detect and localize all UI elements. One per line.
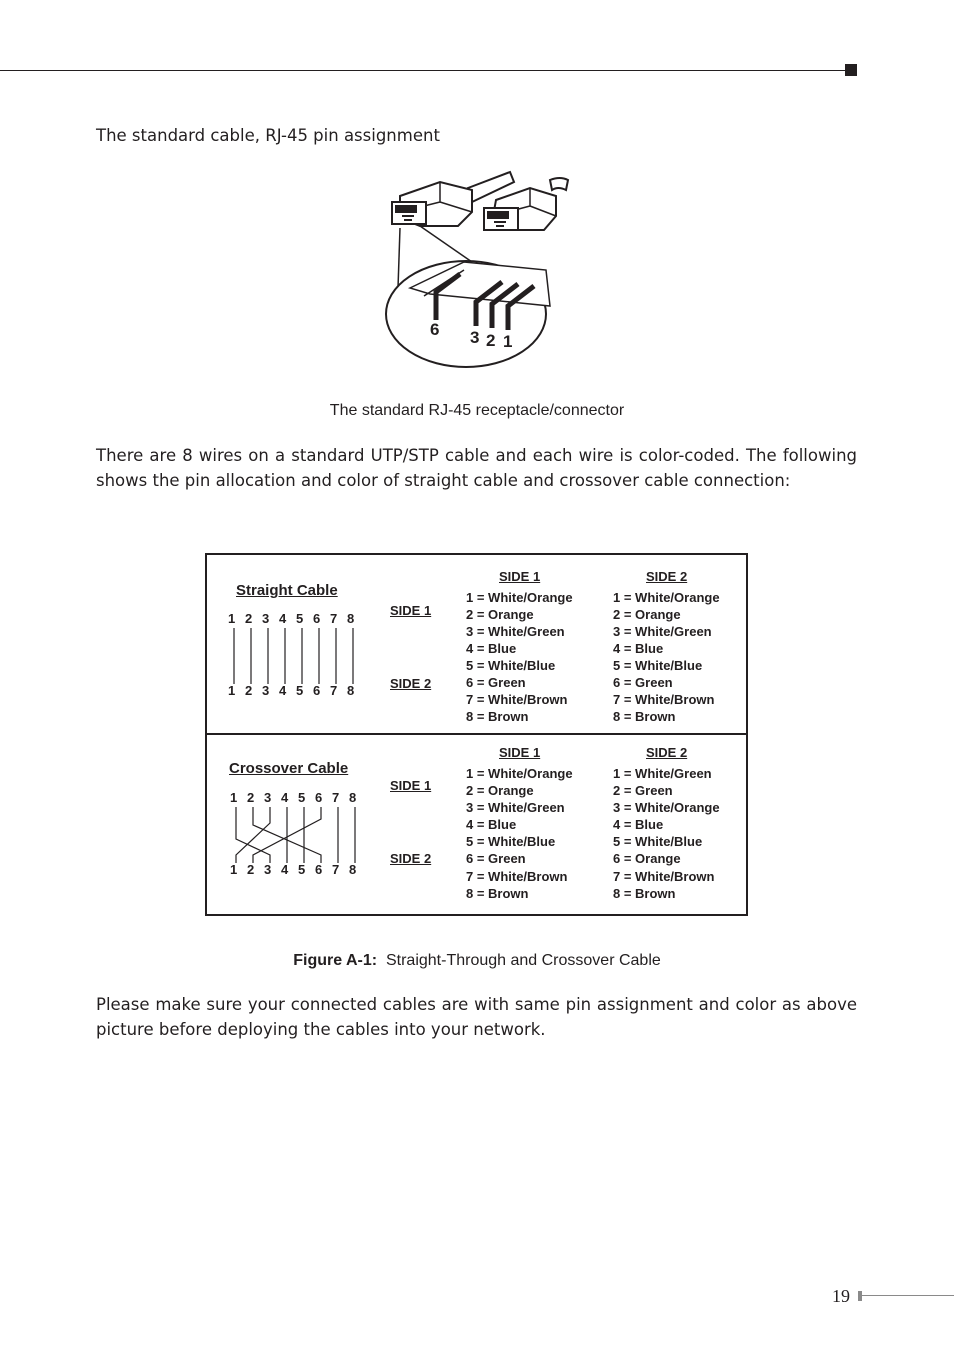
crossover-side1-label: SIDE 1 — [390, 778, 432, 793]
crossover-side1-item-2: 2 = Orange — [466, 783, 534, 799]
straight-side2-item-8: 8 = Brown — [613, 709, 676, 724]
crossover-col1-header: SIDE 1 — [499, 745, 541, 760]
straight-side2-list — [613, 589, 720, 725]
crossover-side1-item-6: 6 = Green — [466, 851, 526, 867]
crossover-side2-item-2: 2 = Green — [613, 783, 673, 799]
straight-side2-label: SIDE 2 — [390, 676, 432, 691]
crossover-side2-label: SIDE 2 — [390, 851, 432, 866]
straight-bottom-pin-6: 6 — [313, 683, 321, 698]
straight-top-pin-6: 6 — [313, 611, 321, 626]
crossover-cable-title: Crossover Cable — [229, 760, 349, 777]
straight-cable-title: Straight Cable — [236, 582, 338, 599]
crossover-bottom-pin-1: 1 — [230, 862, 238, 877]
connector-caption: The standard RJ-45 receptacle/connector — [329, 402, 625, 419]
straight-side2-item-4: 4 = Blue — [613, 641, 664, 656]
crossover-bottom-pin-8: 8 — [349, 862, 357, 877]
straight-top-pin-4: 4 — [279, 611, 287, 626]
crossover-top-pin-4: 4 — [281, 790, 289, 805]
crossover-side1-item-8: 8 = Brown — [466, 885, 529, 901]
straight-side1-item-1: 1 = White/Orange — [466, 590, 573, 605]
crossover-side1-item-7: 7 = White/Brown — [466, 868, 568, 884]
straight-col1-header: SIDE 1 — [499, 569, 541, 584]
connector-pin-2: 2 — [486, 331, 496, 350]
straight-bottom-pin-8: 8 — [347, 683, 355, 698]
crossover-side2-item-1: 1 = White/Green — [613, 766, 712, 781]
crossover-side1-item-3: 3 = White/Green — [466, 800, 565, 816]
crossover-side2-item-5: 5 = White/Blue — [613, 834, 703, 850]
straight-top-pin-3: 3 — [262, 611, 270, 626]
straight-side2-item-6: 6 = Green — [613, 675, 673, 690]
straight-side1-item-8: 8 = Brown — [466, 709, 529, 724]
straight-side1-item-2: 2 = Orange — [466, 607, 534, 622]
crossover-side1-item-4: 4 = Blue — [466, 817, 517, 833]
straight-side1-label: SIDE 1 — [390, 603, 432, 618]
header-square-marker — [845, 64, 857, 76]
straight-top-pin-1: 1 — [228, 611, 236, 626]
crossover-side2-item-8: 8 = Brown — [613, 885, 676, 901]
straight-top-pin-5: 5 — [296, 611, 304, 626]
straight-side1-item-6: 6 = Green — [466, 675, 526, 690]
crossover-top-pin-8: 8 — [349, 790, 357, 805]
crossover-top-pin-3: 3 — [264, 790, 272, 805]
crossover-bottom-pin-6: 6 — [315, 862, 323, 877]
crossover-bottom-pin-2: 2 — [247, 862, 255, 877]
crossover-top-pin-1: 1 — [230, 790, 238, 805]
straight-col2-header: SIDE 2 — [646, 569, 688, 584]
crossover-side1-item-5: 5 = White/Blue — [466, 834, 556, 850]
straight-side2-item-3: 3 = White/Green — [613, 624, 712, 639]
straight-bottom-pin-3: 3 — [262, 683, 270, 698]
paragraph-wires: There are 8 wires on a standard UTP/STP cable and each wire is color-coded. The following shows the pin allocation and color of straight cable and crossover cable connection: — [96, 446, 857, 490]
crossover-col2-header: SIDE 2 — [646, 745, 688, 760]
straight-top-pin-7: 7 — [330, 611, 338, 626]
figure-label: Figure A-1: — [293, 952, 378, 969]
connector-pin-1: 1 — [503, 332, 513, 351]
footer-marker — [858, 1291, 862, 1301]
crossover-side2-item-6: 6 = Orange — [613, 851, 681, 867]
straight-side1-item-3: 3 = White/Green — [466, 624, 565, 639]
straight-side2-item-5: 5 = White/Blue — [613, 658, 703, 673]
straight-bottom-pin-5: 5 — [296, 683, 304, 698]
table-divider — [207, 733, 746, 735]
straight-side1-item-7: 7 = White/Brown — [466, 692, 568, 707]
crossover-side1-list — [466, 765, 573, 902]
crossover-bottom-pin-3: 3 — [264, 862, 272, 877]
crossover-bottom-pin-5: 5 — [298, 862, 306, 877]
connector-pin-6: 6 — [430, 320, 440, 339]
straight-side1-item-4: 4 = Blue — [466, 641, 517, 656]
crossover-top-pin-7: 7 — [332, 790, 340, 805]
intro-text: The standard cable, RJ-45 pin assignment — [96, 126, 440, 145]
rj45-connector-diagram — [380, 170, 580, 370]
crossover-side2-item-7: 7 = White/Brown — [613, 868, 715, 884]
footer-rule — [862, 1295, 954, 1296]
straight-wiring-diagram — [228, 626, 368, 684]
crossover-side2-item-4: 4 = Blue — [613, 817, 664, 833]
straight-bottom-pin-2: 2 — [245, 683, 253, 698]
straight-side1-list — [466, 589, 573, 725]
figure-caption — [0, 952, 954, 970]
straight-bottom-pin-4: 4 — [279, 683, 287, 698]
straight-bottom-pin-7: 7 — [330, 683, 338, 698]
connector-pin-3: 3 — [470, 328, 480, 347]
straight-side2-item-7: 7 = White/Brown — [613, 692, 715, 707]
crossover-top-pin-2: 2 — [247, 790, 255, 805]
paragraph-note: Please make sure your connected cables are with same pin assignment and color as above picture before deploying the cables into your network. — [96, 995, 857, 1039]
figure-caption-text: Straight-Through and Crossover Cable — [385, 952, 661, 969]
crossover-side1-item-1: 1 = White/Orange — [466, 766, 573, 781]
header-rule — [0, 70, 846, 71]
straight-bottom-pin-1: 1 — [228, 683, 236, 698]
straight-top-pin-2: 2 — [245, 611, 253, 626]
crossover-wiring-diagram — [230, 805, 370, 863]
straight-side2-item-2: 2 = Orange — [613, 607, 681, 622]
crossover-top-pin-6: 6 — [315, 790, 323, 805]
crossover-bottom-pin-4: 4 — [281, 862, 289, 877]
straight-side2-item-1: 1 = White/Orange — [613, 590, 720, 605]
crossover-side2-list — [613, 765, 720, 902]
crossover-top-pin-5: 5 — [298, 790, 306, 805]
crossover-bottom-pin-7: 7 — [332, 862, 340, 877]
straight-side1-item-5: 5 = White/Blue — [466, 658, 556, 673]
page-number: 19 — [832, 1286, 850, 1306]
straight-top-pin-8: 8 — [347, 611, 355, 626]
crossover-side2-item-3: 3 = White/Orange — [613, 800, 720, 816]
